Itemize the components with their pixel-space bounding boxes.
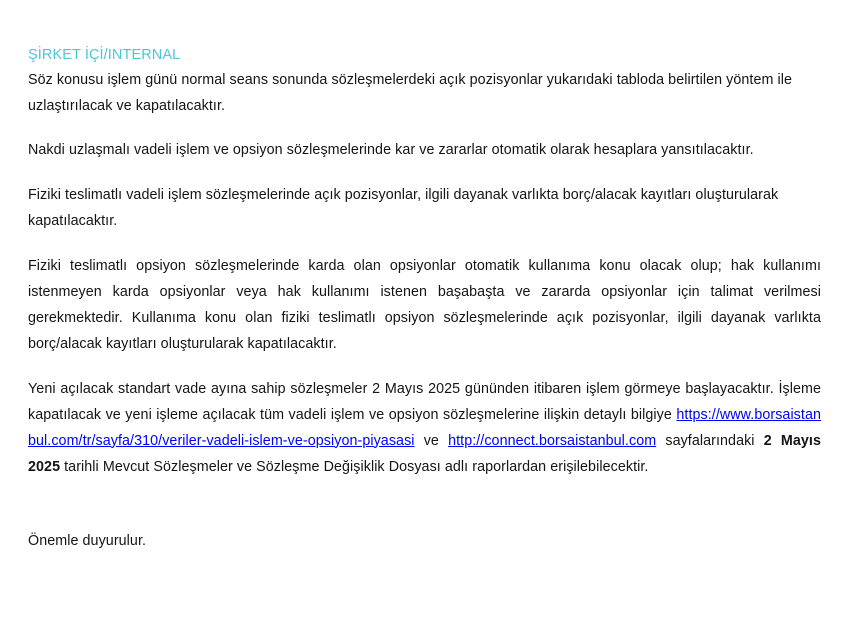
paragraph-settlement-method: Söz konusu işlem günü normal seans sonunda sözleşmelerdeki açık pozisyonlar yukarıdaki tabloda belirtilen yöntem ile uzlaştırılacak ve kapatılacaktır. (28, 71, 793, 114)
paragraph-spacer (28, 234, 821, 253)
link-borsaistanbul-vadeli-islem[interactable]: https://www.borsaistanbul.com/tr/sayfa/310/veriler-vadeli-islem-ve-opsiyon-piyasasi (28, 406, 821, 449)
paragraph-physical-delivery-futures: Fiziki teslimatlı vadeli işlem sözleşmelerinde açık pozisyonlar, ilgili dayanak varlıkta borç/alacak kayıtları oluşturularak kapatılacaktır. (28, 186, 779, 229)
paragraph-physical-delivery-options: Fiziki teslimatlı opsiyon sözleşmelerinde karda olan opsiyonlar otomatik kullanıma konu olacak olup; hak kullanımı istenmeyen karda opsiyonlar veya hak kullanımı istenen başabaşta ve zararda opsiyonlar için talimat verilmesi gerekmektedir. Kullanıma konu olan fiziki teslimatlı opsiyon sözleşmelerinde açık pozisyonlar, ilgili dayanak varlıkta borç/alacak kayıtları oluşturularak kapatılacaktır. (28, 257, 821, 352)
link-connect-borsaistanbul[interactable]: http://connect.borsaistanbul.com (448, 432, 657, 449)
paragraph-spacer (28, 163, 821, 182)
classification-banner: ŞİRKET İÇİ/INTERNAL (28, 47, 181, 63)
closing-spacer (28, 480, 821, 528)
paragraph-new-contracts-text-lead: Yeni açılacak standart vade ayına sahip sözleşmeler 2 Mayıs 2025 gününden itibaren işlem görmeye başlayacaktır. İşleme kapatılacak ve yeni işleme açılacak tüm vadeli işlem ve opsiyon sözleşmelerine ilişkin detaylı bilgiye (28, 380, 821, 423)
paragraph-new-contracts (28, 376, 821, 480)
paragraph-cash-settlement: Nakdi uzlaşmalı vadeli işlem ve opsiyon sözleşmelerinde kar ve zararlar otomatik olarak hesaplara yansıtılacaktır. (28, 141, 754, 158)
paragraph-spacer (28, 119, 821, 137)
paragraph-new-contracts-conjunction: ve (414, 432, 449, 449)
effective-date-bold: 2 Mayıs 2025 (28, 432, 821, 475)
paragraph-new-contracts-text-mid: sayfalarındaki (656, 432, 764, 449)
paragraph-spacer (28, 357, 821, 376)
closing-statement: Önemle duyurulur. (28, 532, 147, 549)
paragraph-new-contracts-text-tail: tarihli Mevcut Sözleşmeler ve Sözleşme Değişiklik Dosyası adlı raporlardan erişilebilecektir. (60, 458, 649, 475)
